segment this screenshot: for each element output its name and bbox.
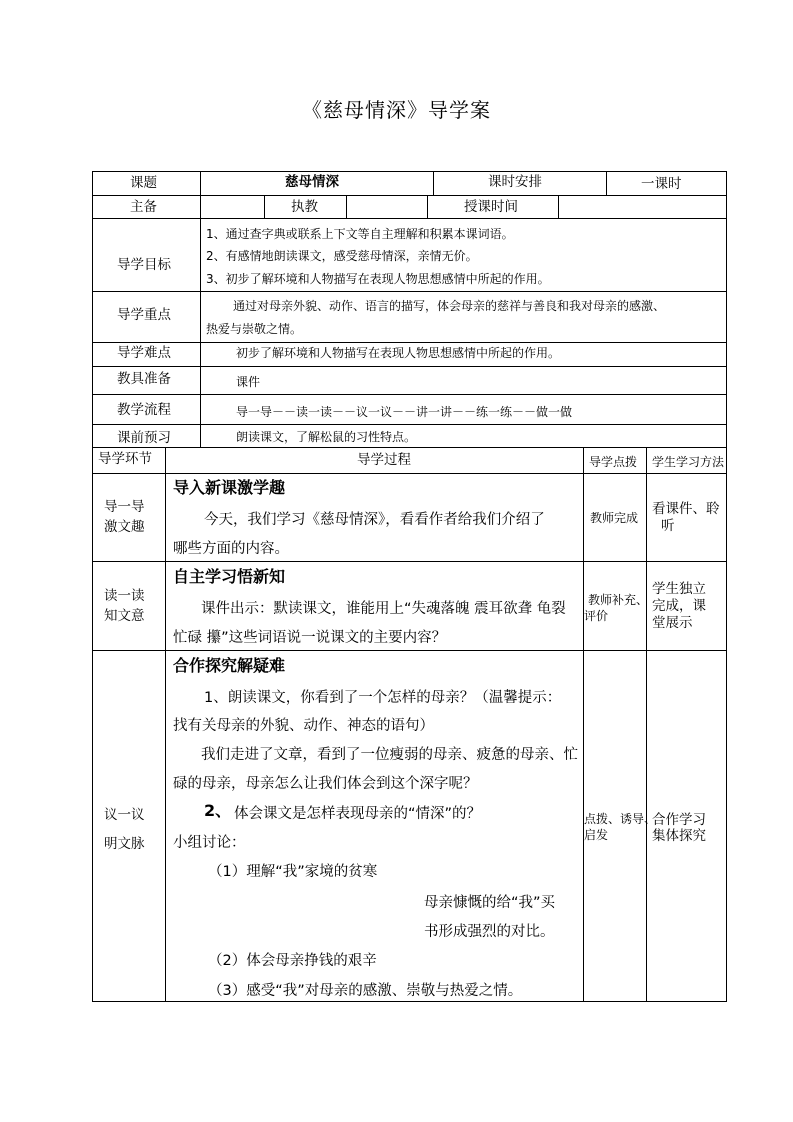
main-label: 主备 (130, 199, 157, 215)
goal-item: 2、有感情地朗读课文，感受慈母情深，亲情无价。 (206, 249, 478, 263)
section-text: 哪些方面的内容。 (173, 541, 289, 557)
time-label: 授课时间 (464, 199, 518, 215)
section-text: 忙碌 攥”这些词语说一说课文的主要内容？ (173, 630, 447, 646)
section-heading: 合作探究解疑难 (173, 656, 286, 675)
section-heading: 导入新课激学趣 (173, 478, 286, 497)
tools-text: 课件 (236, 375, 261, 389)
header-tip: 导学点拨 (589, 455, 638, 469)
key-label: 导学重点 (117, 307, 171, 323)
key-text: 热爱与崇敬之情。 (206, 322, 303, 336)
section-text: 母亲慷慨的给“我”买 (424, 895, 556, 911)
teacher-label: 执教 (291, 199, 318, 215)
goal-item: 3、初步了解环境和人物描写在表现人物思想感情中所起的作用。 (206, 272, 550, 286)
section-text: 课件出示：默读课文，谁能用上“失魂落魄 震耳欲聋 龟裂 (201, 601, 566, 617)
header-method: 学生学习方法 (652, 455, 725, 469)
method-text: 完成，课 (652, 598, 706, 614)
tip-text: 点拨、诱导、 (584, 812, 657, 826)
difficulty-text: 初步了解环境和人物描写在表现人物思想感情中所起的作用。 (236, 346, 561, 360)
key-text: 通过对母亲外貌、动作、语言的描写，体会母亲的慈祥与善良和我对母亲的感激、 (233, 299, 666, 313)
tools-label: 教具准备 (117, 371, 171, 387)
header-stage: 导学环节 (98, 451, 152, 467)
stage-label: 明文脉 (104, 836, 145, 852)
goals-label: 导学目标 (117, 257, 171, 273)
stage-label: 读一读 (104, 588, 145, 604)
section-text: （1）理解“我”家境的贫寒 (208, 864, 378, 880)
tip-text: 评价 (584, 609, 609, 623)
preview-text: 朗读课文，了解松鼠的习性特点。 (236, 430, 417, 444)
stage-label: 激文趣 (104, 519, 145, 535)
method-text: 听 (661, 518, 675, 534)
topic-label: 课题 (130, 175, 157, 191)
stage-label: 知文意 (104, 608, 145, 624)
difficulty-label: 导学难点 (117, 345, 171, 361)
tip-text: 启发 (584, 828, 609, 842)
method-text: 合作学习 (652, 812, 706, 828)
method-text: 堂展示 (652, 615, 693, 631)
section-heading: 自主学习悟新知 (173, 567, 286, 586)
section-text: （3）感受“我”对母亲的感激、崇敬与热爱之情。 (208, 983, 523, 999)
section-number: 2、 (204, 801, 232, 820)
section-text: 1、朗读课文，你看到了一个怎样的母亲？（温馨提示： (204, 690, 562, 706)
section-text: 今天，我们学习《慈母情深》，看看作者给我们介绍了 (204, 512, 545, 528)
section-text: 书形成强烈的对比。 (424, 924, 555, 940)
page-title: 《慈母情深》导学案 (302, 98, 491, 122)
preview-label: 课前预习 (117, 430, 171, 446)
topic-value: 慈母情深 (285, 174, 339, 190)
method-text: 学生独立 (652, 581, 706, 597)
flow-label: 教学流程 (117, 402, 171, 418)
section-text: 体会课文是怎样表现母亲的“情深”的？ (234, 806, 482, 822)
method-text: 看课件、聆 (652, 501, 720, 517)
schedule-label: 课时安排 (488, 174, 542, 190)
tip-text: 教师补充、 (588, 593, 649, 607)
stage-label: 导一导 (104, 499, 145, 515)
section-text: 我们走进了文章，看到了一位瘦弱的母亲、疲惫的母亲、忙 (201, 747, 578, 763)
tip-text: 教师完成 (590, 511, 639, 525)
section-text: 小组讨论： (173, 835, 246, 851)
section-text: 找有关母亲的外貌、动作、神态的语句） (173, 718, 434, 734)
schedule-value: 一课时 (641, 176, 682, 192)
method-text: 集体探究 (652, 828, 706, 844)
section-text: 碌的母亲，母亲怎么让我们体会到这个深字呢？ (173, 776, 478, 792)
section-text: （2）体会母亲挣钱的艰辛 (208, 953, 377, 969)
stage-label: 议一议 (104, 807, 145, 823)
goal-item: 1、通过查字典或联系上下文等自主理解和积累本课词语。 (206, 227, 514, 241)
flow-text: 导一导－－读一读－－议一议－－讲一讲－－练一练－－做一做 (236, 405, 573, 419)
header-process: 导学过程 (357, 452, 411, 468)
